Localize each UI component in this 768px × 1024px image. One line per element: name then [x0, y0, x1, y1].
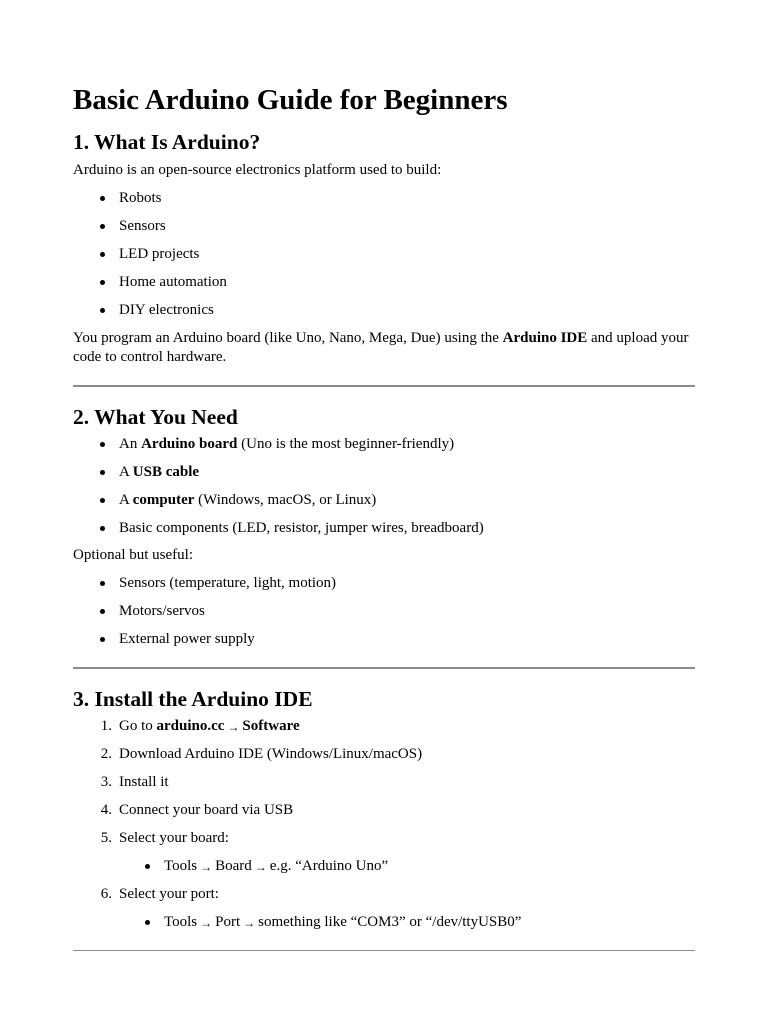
list-item: Home automation — [73, 273, 695, 292]
bullet-icon — [100, 280, 105, 285]
list-item: An Arduino board (Uno is the most beginner-friendly) — [73, 435, 695, 454]
arrow-right-icon: → — [227, 720, 240, 734]
arrow-right-icon: → — [200, 916, 213, 930]
bullet-icon — [145, 920, 150, 925]
bullet-icon — [100, 308, 105, 313]
list-item: 4. Connect your board via USB — [100, 802, 294, 818]
section-1-heading: 1. What Is Arduino? — [73, 130, 261, 154]
list-item: Sensors — [73, 217, 695, 236]
list-item: Tools → Port → something like “COM3” or “/dev/ttyUSB0” — [119, 913, 695, 932]
arrow-right-icon: → — [254, 860, 267, 874]
arrow-right-icon: → — [243, 916, 256, 930]
list-item: Motors/servos — [73, 602, 695, 621]
bullet-icon — [100, 224, 105, 229]
bullet-icon — [100, 498, 105, 503]
list-item: Robots — [73, 189, 695, 208]
bullet-icon — [100, 252, 105, 257]
optional-label: Optional but useful: — [73, 547, 193, 563]
section-divider — [73, 667, 695, 669]
list-item: Basic components (LED, resistor, jumper wires, breadboard) — [73, 519, 695, 538]
bullet-icon — [100, 581, 105, 586]
list-item: LED projects — [73, 245, 695, 264]
section-3-heading: 3. Install the Arduino IDE — [73, 687, 313, 711]
document-content — [73, 82, 695, 951]
section-2-heading: 2. What You Need — [73, 405, 238, 429]
bullet-icon — [100, 442, 105, 447]
sub-list — [119, 857, 695, 876]
list-item: 1. Go to arduino.cc → Software — [100, 718, 300, 734]
bullet-icon — [100, 470, 105, 475]
section-1-intro: Arduino is an open-source electronics platform used to build: — [73, 162, 442, 178]
list-item: A USB cable — [73, 463, 695, 482]
section-divider — [73, 385, 695, 387]
bullet-icon — [100, 637, 105, 642]
list-item: 5. Select your board: Tools → Board → e.g. “Arduino Uno” — [73, 829, 695, 876]
list-item: Tools → Board → e.g. “Arduino Uno” — [119, 857, 695, 876]
sub-list — [119, 913, 695, 932]
section-divider — [73, 950, 695, 951]
section-2-list — [73, 435, 695, 538]
list-item: A computer (Windows, macOS, or Linux) — [73, 491, 695, 510]
section-3-steps — [73, 717, 695, 932]
list-item: 3. Install it — [100, 774, 169, 790]
list-item: DIY electronics — [73, 301, 695, 320]
arrow-right-icon: → — [200, 860, 213, 874]
bullet-icon — [100, 196, 105, 201]
bullet-icon — [145, 864, 150, 869]
list-item: 6. Select your port: Tools → Port → something like “COM3” or “/dev/ttyUSB0” — [73, 885, 695, 932]
section-1-closing: You program an Arduino board (like Uno, Nano, Mega, Due) using the Arduino IDE and upload your code to control hardware. — [73, 330, 689, 365]
list-item: External power supply — [73, 630, 695, 649]
document-title: Basic Arduino Guide for Beginners — [73, 84, 508, 116]
bullet-icon — [100, 609, 105, 614]
optional-list — [73, 574, 695, 649]
section-1-list — [73, 189, 695, 320]
list-item: Sensors (temperature, light, motion) — [73, 574, 695, 593]
bullet-icon — [100, 526, 105, 531]
list-item: 2. Download Arduino IDE (Windows/Linux/macOS) — [100, 746, 423, 762]
